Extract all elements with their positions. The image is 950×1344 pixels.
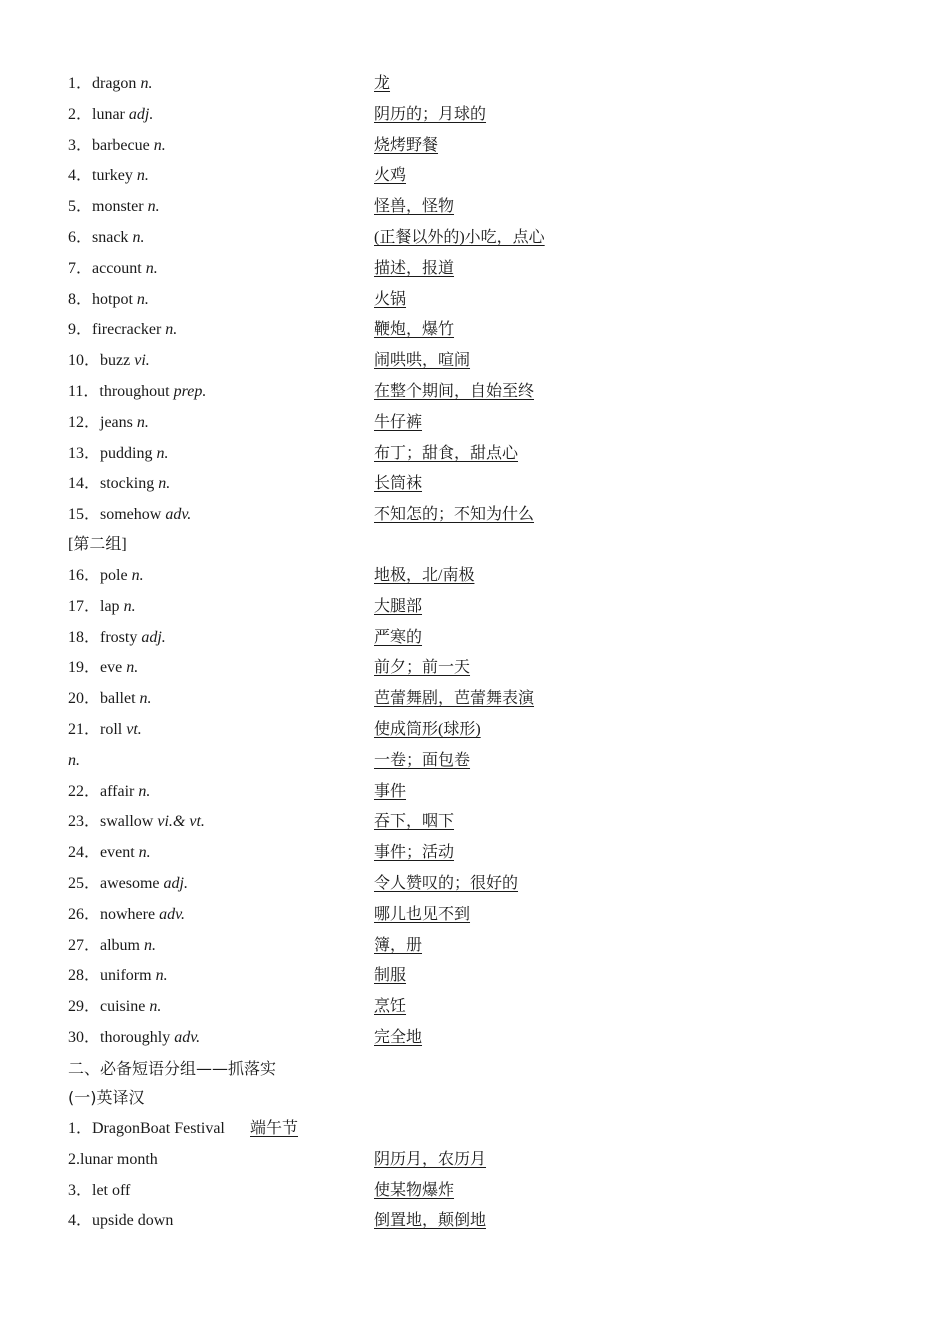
vocab-term: 23．swallow vi.& vt. (68, 813, 205, 831)
part-of-speech: n. (155, 967, 168, 985)
part-of-speech: n. (68, 751, 80, 769)
vocab-item (68, 904, 888, 926)
vocab-term: 2．lunar adj. (68, 105, 154, 123)
vocab-term: 17．lap n. (68, 597, 136, 615)
vocab-term: 20．ballet n. (68, 690, 152, 708)
vocab-answer: 前夕；前一天 (374, 659, 471, 677)
vocab-term: 28．uniform n. (68, 967, 168, 985)
part-of-speech: adv. (174, 1029, 201, 1046)
vocab-term: 3．barbecue n. (68, 136, 166, 154)
vocab-term: 29．cuisine n. (68, 998, 162, 1016)
vocab-answer: 使成筒形(球形) (374, 721, 481, 738)
vocab-answer: 龙 (374, 75, 391, 92)
vocab-term: 13．pudding n. (68, 444, 169, 462)
part-of-speech: vt. (126, 721, 142, 738)
part-of-speech: n. (144, 936, 156, 954)
vocab-item (68, 227, 888, 249)
group-2-label-row (68, 534, 888, 556)
vocab-answer: 鞭炮，爆竹 (374, 321, 455, 339)
vocab-item (68, 350, 888, 372)
part-of-speech: n. (145, 259, 158, 277)
vocab-item (68, 688, 888, 710)
vocab-item (68, 504, 888, 526)
vocab-answer: 火锅 (374, 290, 407, 308)
phrase-term: 1．DragonBoat Festival (68, 1120, 225, 1137)
section-2-title: 二、必备短语分组——抓落实 (68, 1059, 277, 1078)
part-of-speech: n. (156, 444, 169, 462)
vocab-item (68, 596, 888, 618)
vocab-term: 16．pole n. (68, 567, 144, 584)
vocab-item (68, 965, 888, 987)
part-of-speech: n. (149, 998, 162, 1016)
part-of-speech: n. (158, 475, 171, 493)
vocab-answer: 一卷；面包卷 (374, 751, 471, 769)
part-of-speech: n. (131, 567, 144, 584)
vocab-answer: 制服 (374, 967, 407, 985)
vocab-term: 11．throughout prep. (68, 383, 207, 400)
vocab-term: 1．dragon n. (68, 75, 153, 92)
vocab-answer: 烧烤野餐 (374, 136, 439, 154)
phrase-term: 3．let off (68, 1181, 131, 1199)
vocab-item (68, 73, 888, 95)
vocab-term: 9．firecracker n. (68, 321, 178, 339)
part-of-speech: adv. (159, 905, 186, 923)
part-of-speech: n. (123, 597, 136, 615)
part-of-speech: n. (140, 75, 153, 92)
vocab-answer: 完全地 (374, 1029, 423, 1046)
part-of-speech: vi.& vt. (157, 813, 205, 831)
vocab-item (68, 412, 888, 434)
vocab-item (68, 443, 888, 465)
vocab-item (68, 104, 888, 126)
vocab-answer: 在整个期间，自始至终 (374, 383, 535, 400)
vocab-answer: 事件 (374, 782, 407, 800)
part-of-speech: n. (136, 413, 149, 431)
vocab-term: 12．jeans n. (68, 413, 149, 431)
vocab-answer: 哪儿也见不到 (374, 905, 471, 923)
vocab-item (68, 842, 888, 864)
vocab-item (68, 657, 888, 679)
vocab-term: 6．snack n. (68, 229, 145, 246)
vocab-answer: 长筒袜 (374, 475, 423, 493)
phrase-answer: 倒置地，颠倒地 (374, 1212, 487, 1230)
vocab-term: 25．awesome adj. (68, 875, 188, 892)
phrase-item (68, 1118, 888, 1140)
part-of-speech: vi. (134, 352, 150, 370)
vocab-term: 10．buzz vi. (68, 352, 150, 370)
vocab-answer: 不知怎的；不知为什么 (374, 506, 535, 524)
part-of-speech: n. (136, 167, 149, 185)
vocab-answer: 簿，册 (374, 936, 423, 954)
vocab-term: 18．frosty adj. (68, 628, 166, 646)
phrase-term: 4．upside down (68, 1212, 174, 1230)
vocab-term: 8．hotpot n. (68, 290, 149, 308)
part-of-speech: n. (136, 290, 149, 308)
part-of-speech: adj. (141, 628, 166, 646)
vocab-item (68, 811, 888, 833)
phrase-term: 2.lunar month (68, 1150, 158, 1168)
vocab-answer: 地极，北/南极 (374, 567, 475, 584)
vocab-term: 19．eve n. (68, 659, 139, 677)
vocab-answer: 阴历的；月球的 (374, 105, 487, 123)
vocab-item (68, 135, 888, 157)
vocab-answer: 令人赞叹的；很好的 (374, 875, 519, 892)
vocab-term: 5．monster n. (68, 198, 160, 216)
vocab-item (68, 1027, 888, 1049)
vocab-answer: 烹饪 (374, 998, 407, 1016)
part-of-speech: n. (153, 136, 166, 154)
vocab-item (68, 781, 888, 803)
part-of-speech: adj. (128, 105, 154, 123)
vocab-answer: 火鸡 (374, 167, 407, 185)
part-of-speech: n. (138, 782, 151, 800)
vocab-term: 21．roll vt. (68, 721, 142, 738)
vocab-item (68, 289, 888, 311)
vocab-term: 26．nowhere adv. (68, 905, 186, 923)
vocab-answer: 芭蕾舞剧，芭蕾舞表演 (374, 690, 535, 708)
vocab-item (68, 873, 888, 895)
vocab-answer: 怪兽，怪物 (374, 198, 455, 216)
phrase-answer: 使某物爆炸 (374, 1181, 455, 1199)
part-of-speech: adj. (163, 875, 188, 892)
part-of-speech: prep. (173, 383, 207, 400)
vocab-term: 30．thoroughly adv. (68, 1029, 201, 1046)
vocab-answer: 吞下，咽下 (374, 813, 455, 831)
vocab-item (68, 258, 888, 280)
vocab-item (68, 165, 888, 187)
vocab-term: 27．album n. (68, 936, 156, 954)
phrase-answer: 端午节 (250, 1120, 299, 1137)
part-of-speech: n. (132, 229, 145, 246)
vocab-item (68, 935, 888, 957)
vocab-item (68, 196, 888, 218)
part-of-speech: n. (139, 690, 152, 708)
part-of-speech: n. (138, 844, 151, 862)
vocab-item (68, 381, 888, 403)
vocab-item (68, 565, 888, 587)
vocab-term: 24．event n. (68, 844, 151, 862)
subsection-1-title: (一)英译汉 (68, 1088, 145, 1107)
phrase-item (68, 1149, 888, 1171)
part-of-speech: n. (147, 198, 160, 216)
vocab-item (68, 473, 888, 495)
vocab-term: 22．affair n. (68, 782, 151, 800)
vocab-answer: 大腿部 (374, 597, 423, 615)
vocab-answer: 事件；活动 (374, 844, 455, 862)
part-of-speech: adv. (165, 506, 192, 524)
vocab-answer: 牛仔裤 (374, 413, 423, 431)
vocab-term: 7．account n. (68, 259, 158, 277)
vocab-term: 14．stocking n. (68, 475, 171, 493)
vocab-item (68, 750, 888, 772)
vocab-term (68, 750, 80, 772)
vocab-answer: 闹哄哄，喧闹 (374, 352, 471, 370)
vocab-term: 15．somehow adv. (68, 506, 192, 524)
group-2-label: [第二组] (68, 536, 127, 553)
vocab-term: 4．turkey n. (68, 167, 149, 185)
phrase-item (68, 1180, 888, 1202)
vocab-item (68, 719, 888, 741)
vocab-item (68, 627, 888, 649)
vocab-answer: 描述，报道 (374, 259, 455, 277)
vocab-item (68, 996, 888, 1018)
vocab-answer: 布丁；甜食，甜点心 (374, 444, 519, 462)
vocab-answer: 严寒的 (374, 628, 423, 646)
phrase-answer: 阴历月，农历月 (374, 1150, 487, 1168)
phrase-item (68, 1210, 888, 1232)
vocab-item (68, 319, 888, 341)
vocab-answer: (正餐以外的)小吃，点心 (374, 229, 545, 246)
part-of-speech: n. (126, 659, 139, 677)
part-of-speech: n. (165, 321, 178, 339)
